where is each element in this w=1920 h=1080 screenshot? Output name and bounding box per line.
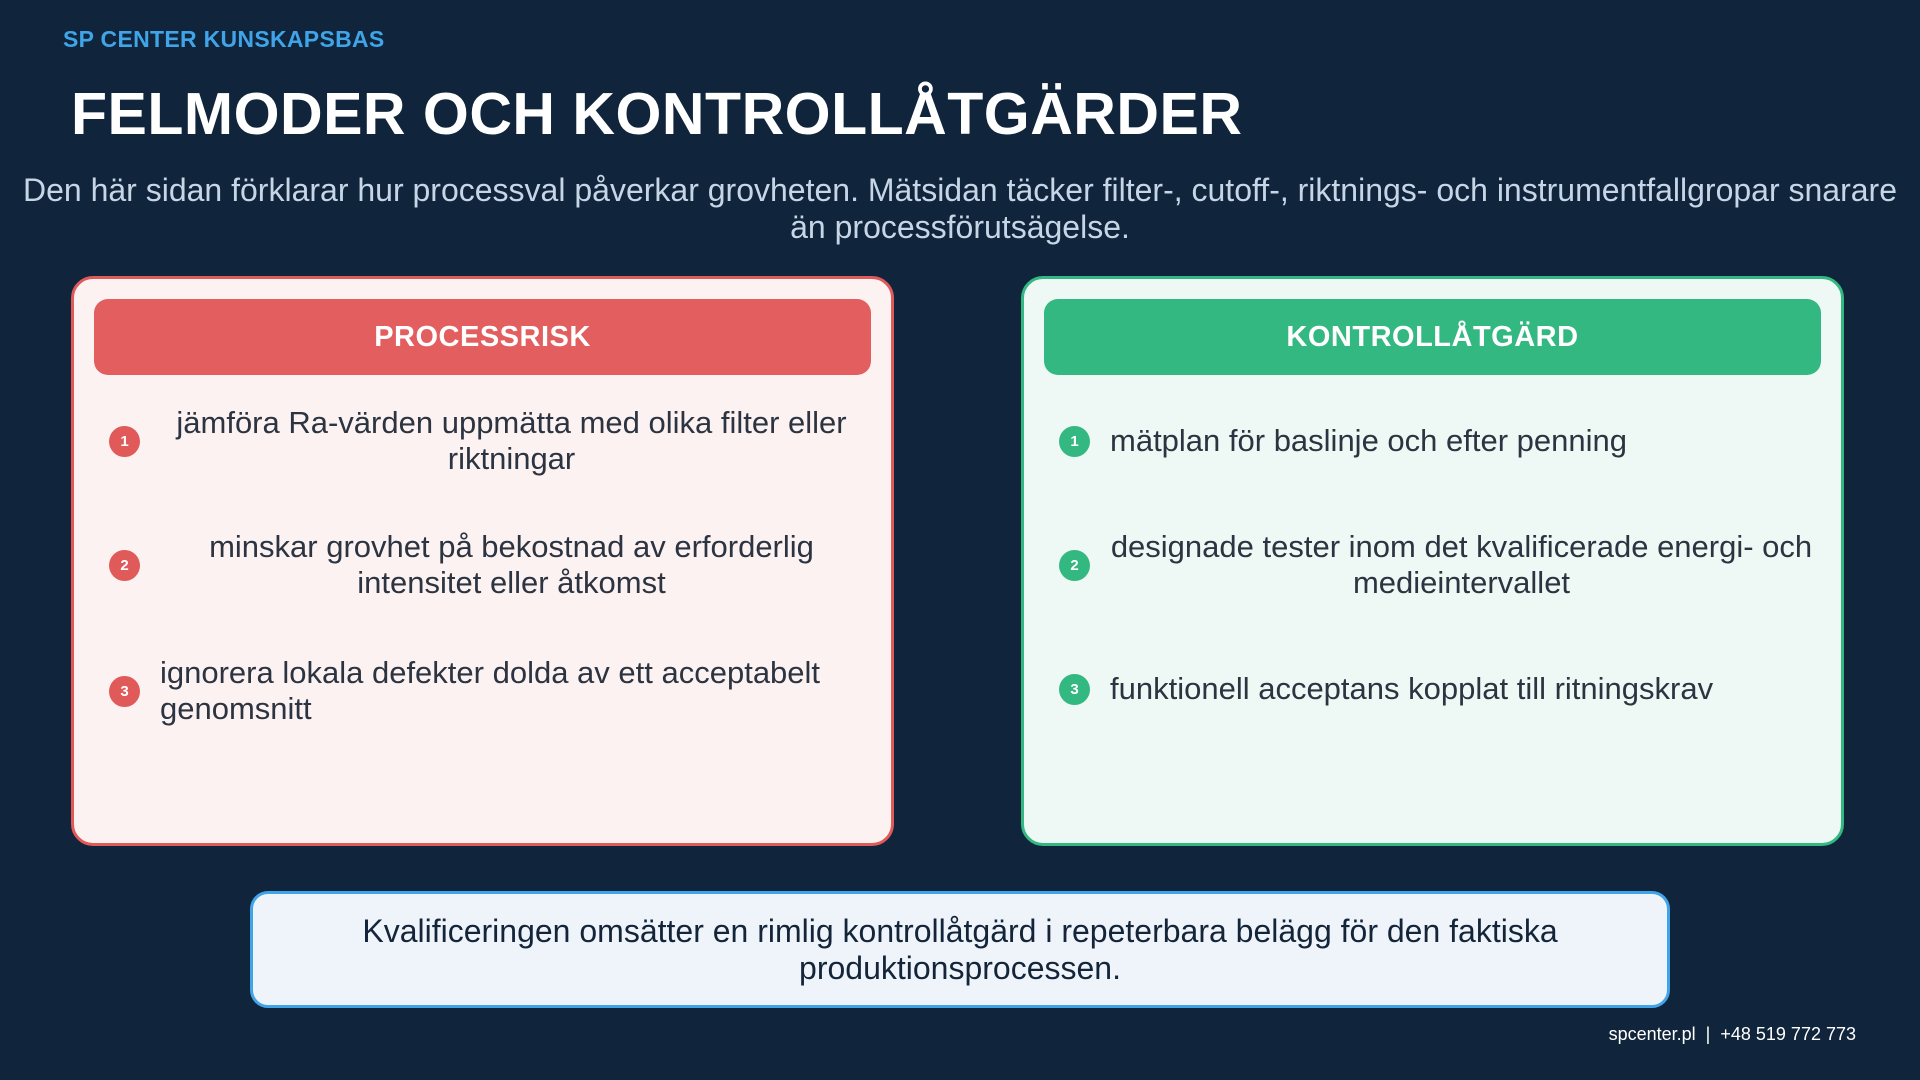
risk-item-3 [109,655,863,727]
page-title: FELMODER OCH KONTROLLÅTGÄRDER [71,81,1243,147]
control-measure-panel [1021,276,1844,846]
risk-item-text: jämföra Ra-värden uppmätta med olika filter eller riktningar [176,405,847,476]
control-item-text: mätplan för baslinje och efter penning [1110,423,1627,458]
number-badge-3: 3 [109,676,140,707]
control-item-text: funktionell acceptans kopplat till ritningskrav [1110,671,1714,706]
risk-item-1 [109,405,863,477]
brand-label: SP CENTER KUNSKAPSBAS [63,26,385,52]
control-measure-header: KONTROLLÅTGÄRD [1044,299,1821,375]
footer-separator: | [1705,1024,1711,1044]
number-badge-1: 1 [1059,426,1090,457]
control-item-text: designade tester inom det kvalificerade energi- och medieintervallet [1110,529,1813,600]
number-badge-2: 2 [1059,550,1090,581]
control-item-1 [1059,423,1813,459]
number-badge-3: 3 [1059,674,1090,705]
risk-item-2 [109,529,863,601]
conclusion-text: Kvalificeringen omsätter en rimlig kontrollåtgärd i repeterbara belägg för den faktiska produktionsprocessen. [362,912,1558,986]
control-item-2 [1059,529,1813,601]
footer-phone: +48 519 772 773 [1720,1024,1856,1044]
footer-contact [1609,1024,1856,1045]
page-subtitle: Den här sidan förklarar hur processval påverkar grovheten. Mätsidan täcker filter-, cutoff-, riktnings- och instrumentfallgropar snarare än processförutsägelse. [22,172,1897,245]
process-risk-panel [71,276,894,846]
number-badge-2: 2 [109,550,140,581]
process-risk-header: PROCESSRISK [94,299,871,375]
control-item-3 [1059,671,1813,707]
risk-item-text: minskar grovhet på bekostnad av erforderlig intensitet eller åtkomst [209,529,814,600]
risk-item-text: ignorera lokala defekter dolda av ett acceptabelt genomsnitt [160,655,821,726]
number-badge-1: 1 [109,426,140,457]
conclusion-box [250,891,1670,1008]
footer-website: spcenter.pl [1608,1024,1696,1044]
